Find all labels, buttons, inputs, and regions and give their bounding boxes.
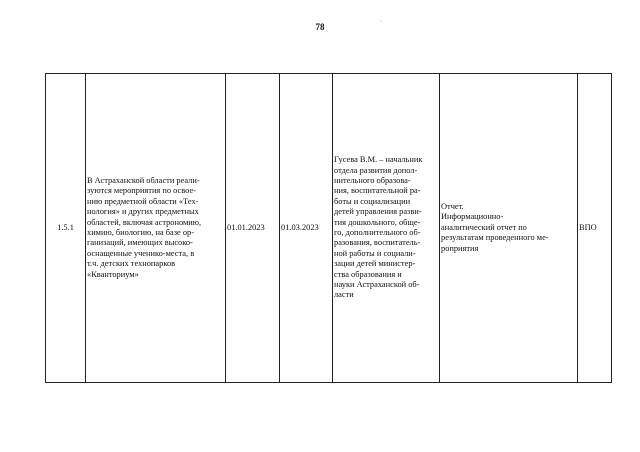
row-number-cell: [46, 74, 86, 383]
page-number: 78: [315, 22, 325, 32]
responsible-person-cell: [333, 74, 440, 383]
activity-table: [45, 73, 612, 383]
activity-description-cell: [86, 74, 226, 383]
table-row: [46, 74, 612, 383]
expected-result: Отчет. Информационно- аналитический отчет по результатам проведенного ме- роприятия: [441, 201, 549, 253]
end-date: 01.03.2023: [281, 222, 319, 232]
result-cell: [440, 74, 578, 383]
end-date-cell: [280, 74, 333, 383]
start-date-cell: [226, 74, 280, 383]
activity-description: В Астраханской области реали- зуются мероприятия по освое- нию предметной области «Тех- нология» и других предметных областей, включая астрономию, химию, биологию, на базе ор- ганизаций, имеющих высоко- оснащенные ученико-места, в т.ч. детских технопарков «Кванториум»: [87, 175, 202, 279]
row-number: 1.5.1: [57, 222, 74, 232]
code-cell: [578, 74, 612, 383]
responsible-person: Гусева В.М. – начальник отдела развития допол- нительного образова- ния, воспитательной ра- боты и социализации детей управления разви- тия дошкольного, обще- го, дополнительного об- разования, воспитатель- ной работы и социали- зации детей министер- ства образования и науки Астраханской об- ласти: [334, 155, 423, 300]
scan-speck: ·: [380, 19, 382, 25]
result-code: ВПО: [579, 222, 597, 232]
start-date: 01.01.2023: [227, 222, 265, 232]
